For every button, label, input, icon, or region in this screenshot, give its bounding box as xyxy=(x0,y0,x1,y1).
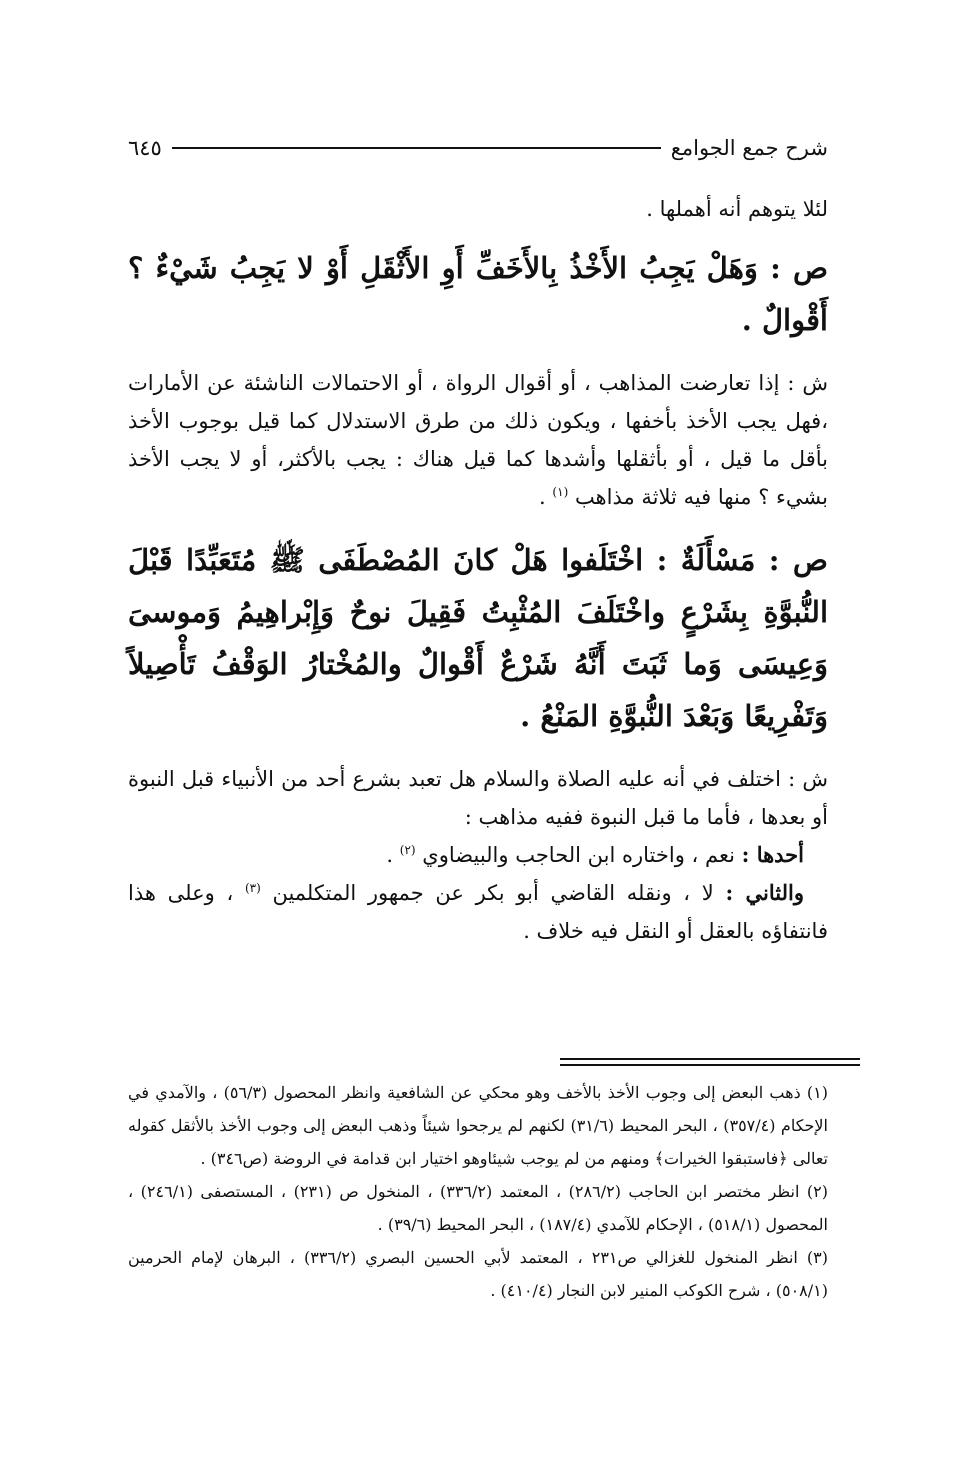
footnote-ref-3: (٣) xyxy=(244,881,261,895)
paragraph-continuation: لئلا يتوهم أنه أهملها . xyxy=(646,197,828,221)
footnotes xyxy=(128,1076,828,1307)
matn-paragraph-1: ص : وَهَلْ يَجِبُ الأَخْذُ بِالأَخَفِّ أَوِ الأَثْقَلِ أَوْ لا يَجِبُ شَيْءٌ ؟ أَقْوالٌ . xyxy=(128,251,828,337)
opinion-first xyxy=(128,836,828,874)
footnote-2: (٢) انظر مختصر ابن الحاجب (٢٨٦/٢) ، المعتمد (٣٣٦/٢) ، المنخول ص (٢٣١) ، المستصفى (٢٤٦/١) ، المحصول (٥١٨/١) ، الإحكام للآمدي (١٨٧/٤) ، البحر المحيط (٣٩/٦) . xyxy=(128,1182,829,1234)
book-title: شرح جمع الجوامع xyxy=(670,136,828,160)
header-rule xyxy=(172,147,661,149)
running-header xyxy=(128,128,828,168)
sharh-paragraph-1 xyxy=(128,364,828,516)
footnote-ref-1: (١) xyxy=(552,485,569,499)
footnote-separator xyxy=(560,1058,860,1066)
opinion-first-text: نعم ، واختاره ابن الحاجب والبيضاوي xyxy=(422,843,735,867)
footnote-1: (١) ذهب البعض إلى وجوب الأخذ بالأخف وهو محكي عن الشافعية وانظر المحصول (٥٦/٣) ، والآمدي في الإحكام (٣٥٧/٤) ، البحر المحيط (٣١/٦) لكنهم لم يرجحوا شيئاً وذهب البعض إلى وجوب الأخذ بالأثقل كقوله تعالى ﴿فاستبقوا الخيرات﴾ ومنهم من لم يوجب شيئاوهو اختيار ابن قدامة في الروضة (ص٣٤٦) . xyxy=(128,1083,829,1168)
opinion-first-label: أحدها : xyxy=(741,842,804,867)
footnote-ref-2: (٢) xyxy=(399,843,416,857)
sharh-paragraph-2: ش : اختلف في أنه عليه الصلاة والسلام هل تعبد بشرع أحد من الأنبياء قبل النبوة أو بعدها ، فأما ما قبل النبوة ففيه مذاهب : xyxy=(128,767,828,829)
opinion-second-end: ، وعلى هذا فانتفاؤه بالعقل أو النقل فيه خلاف . xyxy=(128,881,828,943)
opinion-second-text: لا ، ونقله القاضي أبو بكر عن جمهور المتكلمين xyxy=(272,881,714,905)
main-text xyxy=(128,190,828,950)
opinion-second xyxy=(128,874,828,950)
matn-paragraph-2: ص : مَسْأَلَةٌ : اخْتَلَفوا هَلْ كانَ المُصْطَفَى ﷺ مُتَعَبِّدًا قَبْلَ النُّبوَّةِ بِشَرْعٍ واخْتَلَفَ المُثْبِتُ فَقِيلَ نوحٌ وَإِبْراهِيمُ وَموسىَ وَعِيسَى وَما ثَبَتَ أَنَّهُ شَرْعٌ أَقْوالٌ والمُخْتارُ الوَقْفُ تَأْصِيلاً وَتَفْرِيعًا وَبَعْدَ النُّبوَّةِ المَنْعُ . xyxy=(128,543,828,733)
sharh-1-end: . xyxy=(539,485,546,509)
opinion-second-label: والثاني : xyxy=(725,880,805,905)
page-number: ٦٤٥ xyxy=(128,136,162,160)
sharh-1-text: ش : إذا تعارضت المذاهب ، أو أقوال الرواة ، أو الاحتمالات الناشئة عن الأمارات ،فهل يجب الأخذ بأخفها ، ويكون ذلك من طرق الاستدلال كما قيل بوجوب الأخذ بأقل ما قيل ، أو بأثقلها وأشدها كما قيل هناك : يجب بالأكثر، أو لا يجب الأخذ بشيء ؟ منها فيه ثلاثة مذاهب xyxy=(128,371,828,509)
footnote-3: (٣) انظر المنخول للغزالي ص٢٣١ ، المعتمد لأبي الحسين البصري (٣٣٦/٢) ، البرهان لإمام الحرمين (٥٠٨/١) ، شرح الكوكب المنير لابن النجار (٤١٠/٤) . xyxy=(128,1248,829,1300)
opinion-first-end: . xyxy=(386,843,394,867)
